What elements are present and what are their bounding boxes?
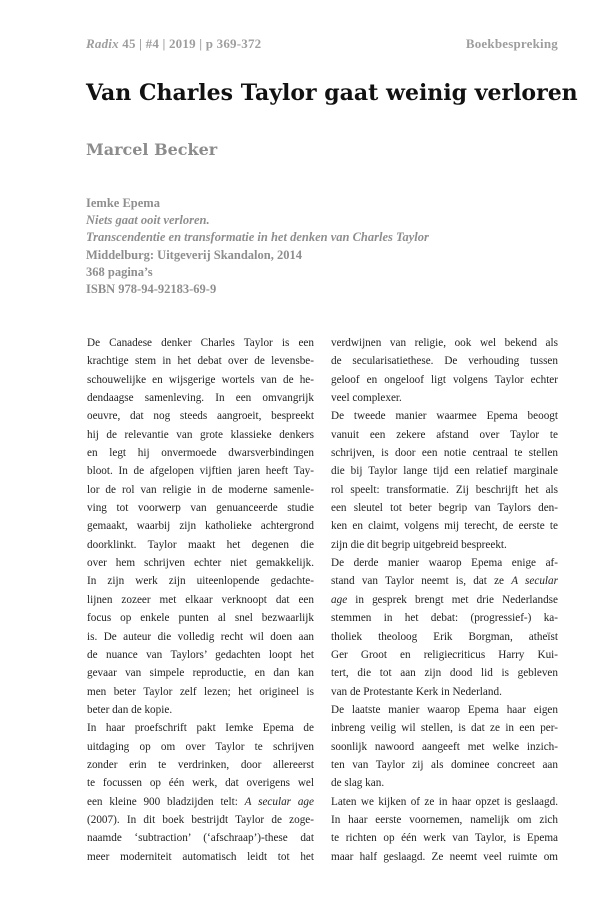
paragraph bbox=[331, 334, 558, 407]
text-line: stemmen in het debat: (progressief-) ka- bbox=[331, 612, 558, 625]
text-line: naamde ‘subtraction’ (‘afschraap’)-these dat bbox=[87, 832, 314, 845]
text-line: tholiek theoloog Erik Borgman, atheïst bbox=[331, 630, 558, 643]
text-line: te richten op één werk van Taylor, is Epema bbox=[331, 832, 558, 845]
text-line: ten van Taylor zij als dominee concreet aan bbox=[331, 758, 558, 771]
text-line: vanuit een zekere afstand over Taylor te bbox=[331, 428, 558, 441]
text-line: de slag kan. bbox=[331, 777, 385, 790]
book-pages: 368 pagina’s bbox=[86, 264, 153, 279]
text-line: (2007). In dit boek bestrijdt Taylor de zoge- bbox=[87, 813, 314, 826]
text-line: veel complexer. bbox=[331, 392, 402, 405]
text-line: dendaagse samenleving. In een omvangrijk bbox=[87, 392, 314, 405]
book-subtitle: Transcendentie en transformatie in het denken van Charles Taylor bbox=[86, 230, 429, 245]
text-line: doorklinkt. Taylor maakt het degenen die bbox=[87, 538, 314, 551]
body-column-left bbox=[87, 334, 314, 866]
text-line: de secularisatiethese. De verhouding tussen bbox=[331, 355, 558, 368]
section-label: Boekbespreking bbox=[465, 36, 558, 51]
text-line: beter dan de kopie. bbox=[87, 703, 173, 716]
text-line: te focussen op één werk, dat overigens wel bbox=[87, 777, 314, 790]
text-line: is. De auteur die volledig recht wil doen aan bbox=[87, 630, 314, 643]
text-line: die bij Taylor lange tijd een relatief marginale bbox=[331, 465, 558, 478]
text-line: ken en claimt, volgens mij terecht, de eerste te bbox=[331, 520, 558, 533]
text-line: verdwijnen van religie, ook wel bekend als bbox=[331, 337, 558, 349]
text-line: bloot. In de afgelopen vijftien jaren heeft Tay- bbox=[87, 465, 314, 478]
paragraph bbox=[331, 554, 558, 792]
text-line: men beter Taylor zelf lezen; het origineel is bbox=[87, 685, 314, 698]
text-line: en legt hij onvermoede dwarsverbindingen bbox=[87, 447, 314, 460]
text-line: De Canadese denker Charles Taylor is een bbox=[87, 337, 314, 349]
journal-name: Radix bbox=[86, 36, 119, 51]
text-line: uitdaging op om over Taylor te schrijven bbox=[87, 740, 314, 753]
text-line: tert, die tot aan zijn dood lid is gebleven bbox=[331, 667, 558, 680]
text-line: ving tot voorwerp van genuanceerde studie bbox=[87, 502, 314, 515]
book-details bbox=[86, 195, 558, 298]
text-line: meer moderniteit automatisch leidt tot het bbox=[87, 850, 314, 863]
text-line: soonlijk nawoord aangeeft met welke inzich- bbox=[331, 740, 558, 753]
text-line: de nuance van Taylors’ gedachten loopt het bbox=[87, 648, 314, 661]
paragraph bbox=[331, 793, 558, 866]
book-author: Iemke Epema bbox=[86, 196, 160, 210]
article-title: Van Charles Taylor gaat weinig verloren bbox=[86, 80, 578, 106]
book-title: Niets gaat ooit verloren. bbox=[86, 213, 210, 228]
text-line: geloof en ongeloof ligt volgens Taylor echter bbox=[331, 373, 558, 386]
text-line: inbreng veilig wil stellen, is dat ze in een per- bbox=[331, 722, 558, 735]
text-line: In haar proefschrift pakt Iemke Epema de bbox=[87, 722, 314, 735]
book-isbn: ISBN 978-94-92183-69-9 bbox=[86, 282, 217, 297]
paragraph bbox=[87, 719, 314, 866]
text-line: een kleine 900 bladzijden telt: A secular age bbox=[87, 795, 314, 808]
body-column-right bbox=[331, 334, 558, 866]
text-line: oeuvre, dat nog steeds aangroeit, bespreekt bbox=[87, 410, 314, 423]
text-line: rol speelt: transformatie. Zij beschrijft het als bbox=[331, 483, 558, 496]
journal-citation bbox=[86, 36, 261, 52]
text-line: Ger Groot en religiecriticus Harry Kui- bbox=[331, 648, 558, 661]
text-line: schrijven, is door een notie centraal te stellen bbox=[331, 447, 558, 460]
text-line: krachtige stem in het debat over de levensbe- bbox=[87, 355, 314, 368]
text-line: een sleutel tot beter begrip van Taylors den- bbox=[331, 502, 558, 515]
text-line: De derde manier waarop Epema enige af- bbox=[331, 557, 558, 570]
text-line: gevaar van simpele reproductie, en dan kan bbox=[87, 667, 314, 680]
text-line: van de Protestante Kerk in Nederland. bbox=[331, 685, 502, 698]
article-author: Marcel Becker bbox=[86, 140, 218, 159]
text-line: stand van Taylor neemt is, dat ze A secular bbox=[331, 575, 558, 588]
issue-citation: 45 | #4 | 2019 | p 369-372 bbox=[122, 36, 262, 51]
paragraph bbox=[87, 334, 314, 719]
paragraph bbox=[331, 407, 558, 554]
text-line: zijn die dit begrip uitgebreid bespreekt. bbox=[331, 538, 507, 551]
text-line: De tweede manier waarmee Epema beoogt bbox=[331, 410, 558, 423]
text-line: hij de relevantie van grote klassieke denkers bbox=[87, 428, 314, 441]
text-line: In zijn werk zijn uiteenlopende gedachte- bbox=[87, 575, 314, 588]
text-line: maar half geslaagd. Ze neemt veel ruimte om bbox=[331, 850, 558, 863]
book-publisher: Middelburg: Uitgeverij Skandalon, 2014 bbox=[86, 247, 302, 262]
text-line: In haar eerste voornemen, namelijk om zich bbox=[331, 813, 558, 826]
text-line: gemaakt, waarbij zijn katholieke achtergrond bbox=[87, 520, 314, 533]
text-line: Laten we kijken of ze in haar opzet is geslaagd. bbox=[331, 795, 558, 808]
text-line: De laatste manier waarop Epema haar eigen bbox=[331, 703, 558, 716]
text-line: schouwelijke en wijsgerige wortels van de he- bbox=[87, 373, 314, 386]
text-line: age in gesprek brengt met drie Nederlandse bbox=[331, 593, 558, 606]
text-line: zonder erin te verdrinken, door allereerst bbox=[87, 758, 314, 771]
text-line: lor de rol van religie in de moderne samenle- bbox=[87, 483, 314, 496]
text-line: focus op enkele punten al snel bezwaarlijk bbox=[87, 612, 314, 625]
text-line: over hem schrijven echter niet gemakkelijk. bbox=[87, 557, 314, 570]
text-line: lijnen zozeer met elkaar verknoopt dat een bbox=[87, 593, 314, 606]
running-header bbox=[86, 36, 558, 52]
